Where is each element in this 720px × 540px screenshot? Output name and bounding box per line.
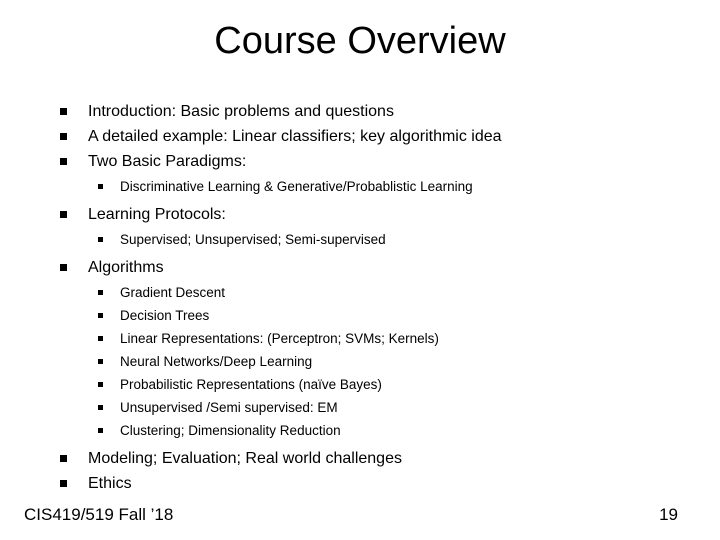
sub-bullet-text: Neural Networks/Deep Learning xyxy=(120,354,313,369)
sub-bullet-text: Discriminative Learning & Generative/Probablistic Learning xyxy=(120,179,473,194)
square-sub-bullet-icon xyxy=(98,290,103,295)
square-bullet-icon xyxy=(60,455,67,462)
footer-course-label: CIS419/519 Fall ’18 xyxy=(24,505,174,524)
bullet-item xyxy=(60,124,700,149)
bullet-text: Learning Protocols: xyxy=(88,206,226,223)
bullet-text: Two Basic Paradigms: xyxy=(88,153,247,170)
sub-bullet-item xyxy=(60,396,700,419)
square-sub-bullet-icon xyxy=(98,336,103,341)
sub-bullet-text: Linear Representations: (Perceptron; SVMs; Kernels) xyxy=(120,331,439,346)
slide-title: Course Overview xyxy=(214,20,506,62)
slide-number: 19 xyxy=(659,505,678,524)
sub-bullet-text: Unsupervised /Semi supervised: EM xyxy=(120,400,338,415)
sub-bullet-item xyxy=(60,373,700,396)
bullet-text: Modeling; Evaluation; Real world challenges xyxy=(88,450,402,467)
square-sub-bullet-icon xyxy=(98,428,103,433)
bullet-item xyxy=(60,202,700,227)
square-sub-bullet-icon xyxy=(98,405,103,410)
bullet-item xyxy=(60,99,700,124)
sub-bullet-item xyxy=(60,281,700,304)
square-bullet-icon xyxy=(60,158,67,165)
square-bullet-icon xyxy=(60,211,67,218)
square-sub-bullet-icon xyxy=(98,382,103,387)
square-sub-bullet-icon xyxy=(98,359,103,364)
square-bullet-icon xyxy=(60,108,67,115)
sub-bullet-item xyxy=(60,304,700,327)
bullet-item xyxy=(60,255,700,280)
bullet-text: A detailed example: Linear classifiers; key algorithmic idea xyxy=(88,128,502,145)
bullet-item xyxy=(60,149,700,174)
bullet-text: Ethics xyxy=(88,475,132,492)
sub-bullet-item xyxy=(60,419,700,442)
square-bullet-icon xyxy=(60,133,67,140)
square-sub-bullet-icon xyxy=(98,313,103,318)
bullet-list xyxy=(60,99,700,496)
square-bullet-icon xyxy=(60,264,67,271)
square-bullet-icon xyxy=(60,480,67,487)
sub-bullet-item xyxy=(60,175,700,198)
sub-bullet-item xyxy=(60,350,700,373)
square-sub-bullet-icon xyxy=(98,184,103,189)
sub-bullet-text: Clustering; Dimensionality Reduction xyxy=(120,423,341,438)
sub-bullet-item xyxy=(60,327,700,350)
sub-bullet-text: Decision Trees xyxy=(120,308,210,323)
bullet-text: Introduction: Basic problems and questions xyxy=(88,103,394,120)
sub-bullet-text: Gradient Descent xyxy=(120,285,226,300)
sub-bullet-item xyxy=(60,228,700,251)
sub-bullet-text: Supervised; Unsupervised; Semi-supervised xyxy=(120,232,386,247)
bullet-item xyxy=(60,471,700,496)
bullet-item xyxy=(60,446,700,471)
sub-bullet-text: Probabilistic Representations (naïve Bayes) xyxy=(120,377,382,392)
square-sub-bullet-icon xyxy=(98,237,103,242)
bullet-text: Algorithms xyxy=(88,259,164,276)
